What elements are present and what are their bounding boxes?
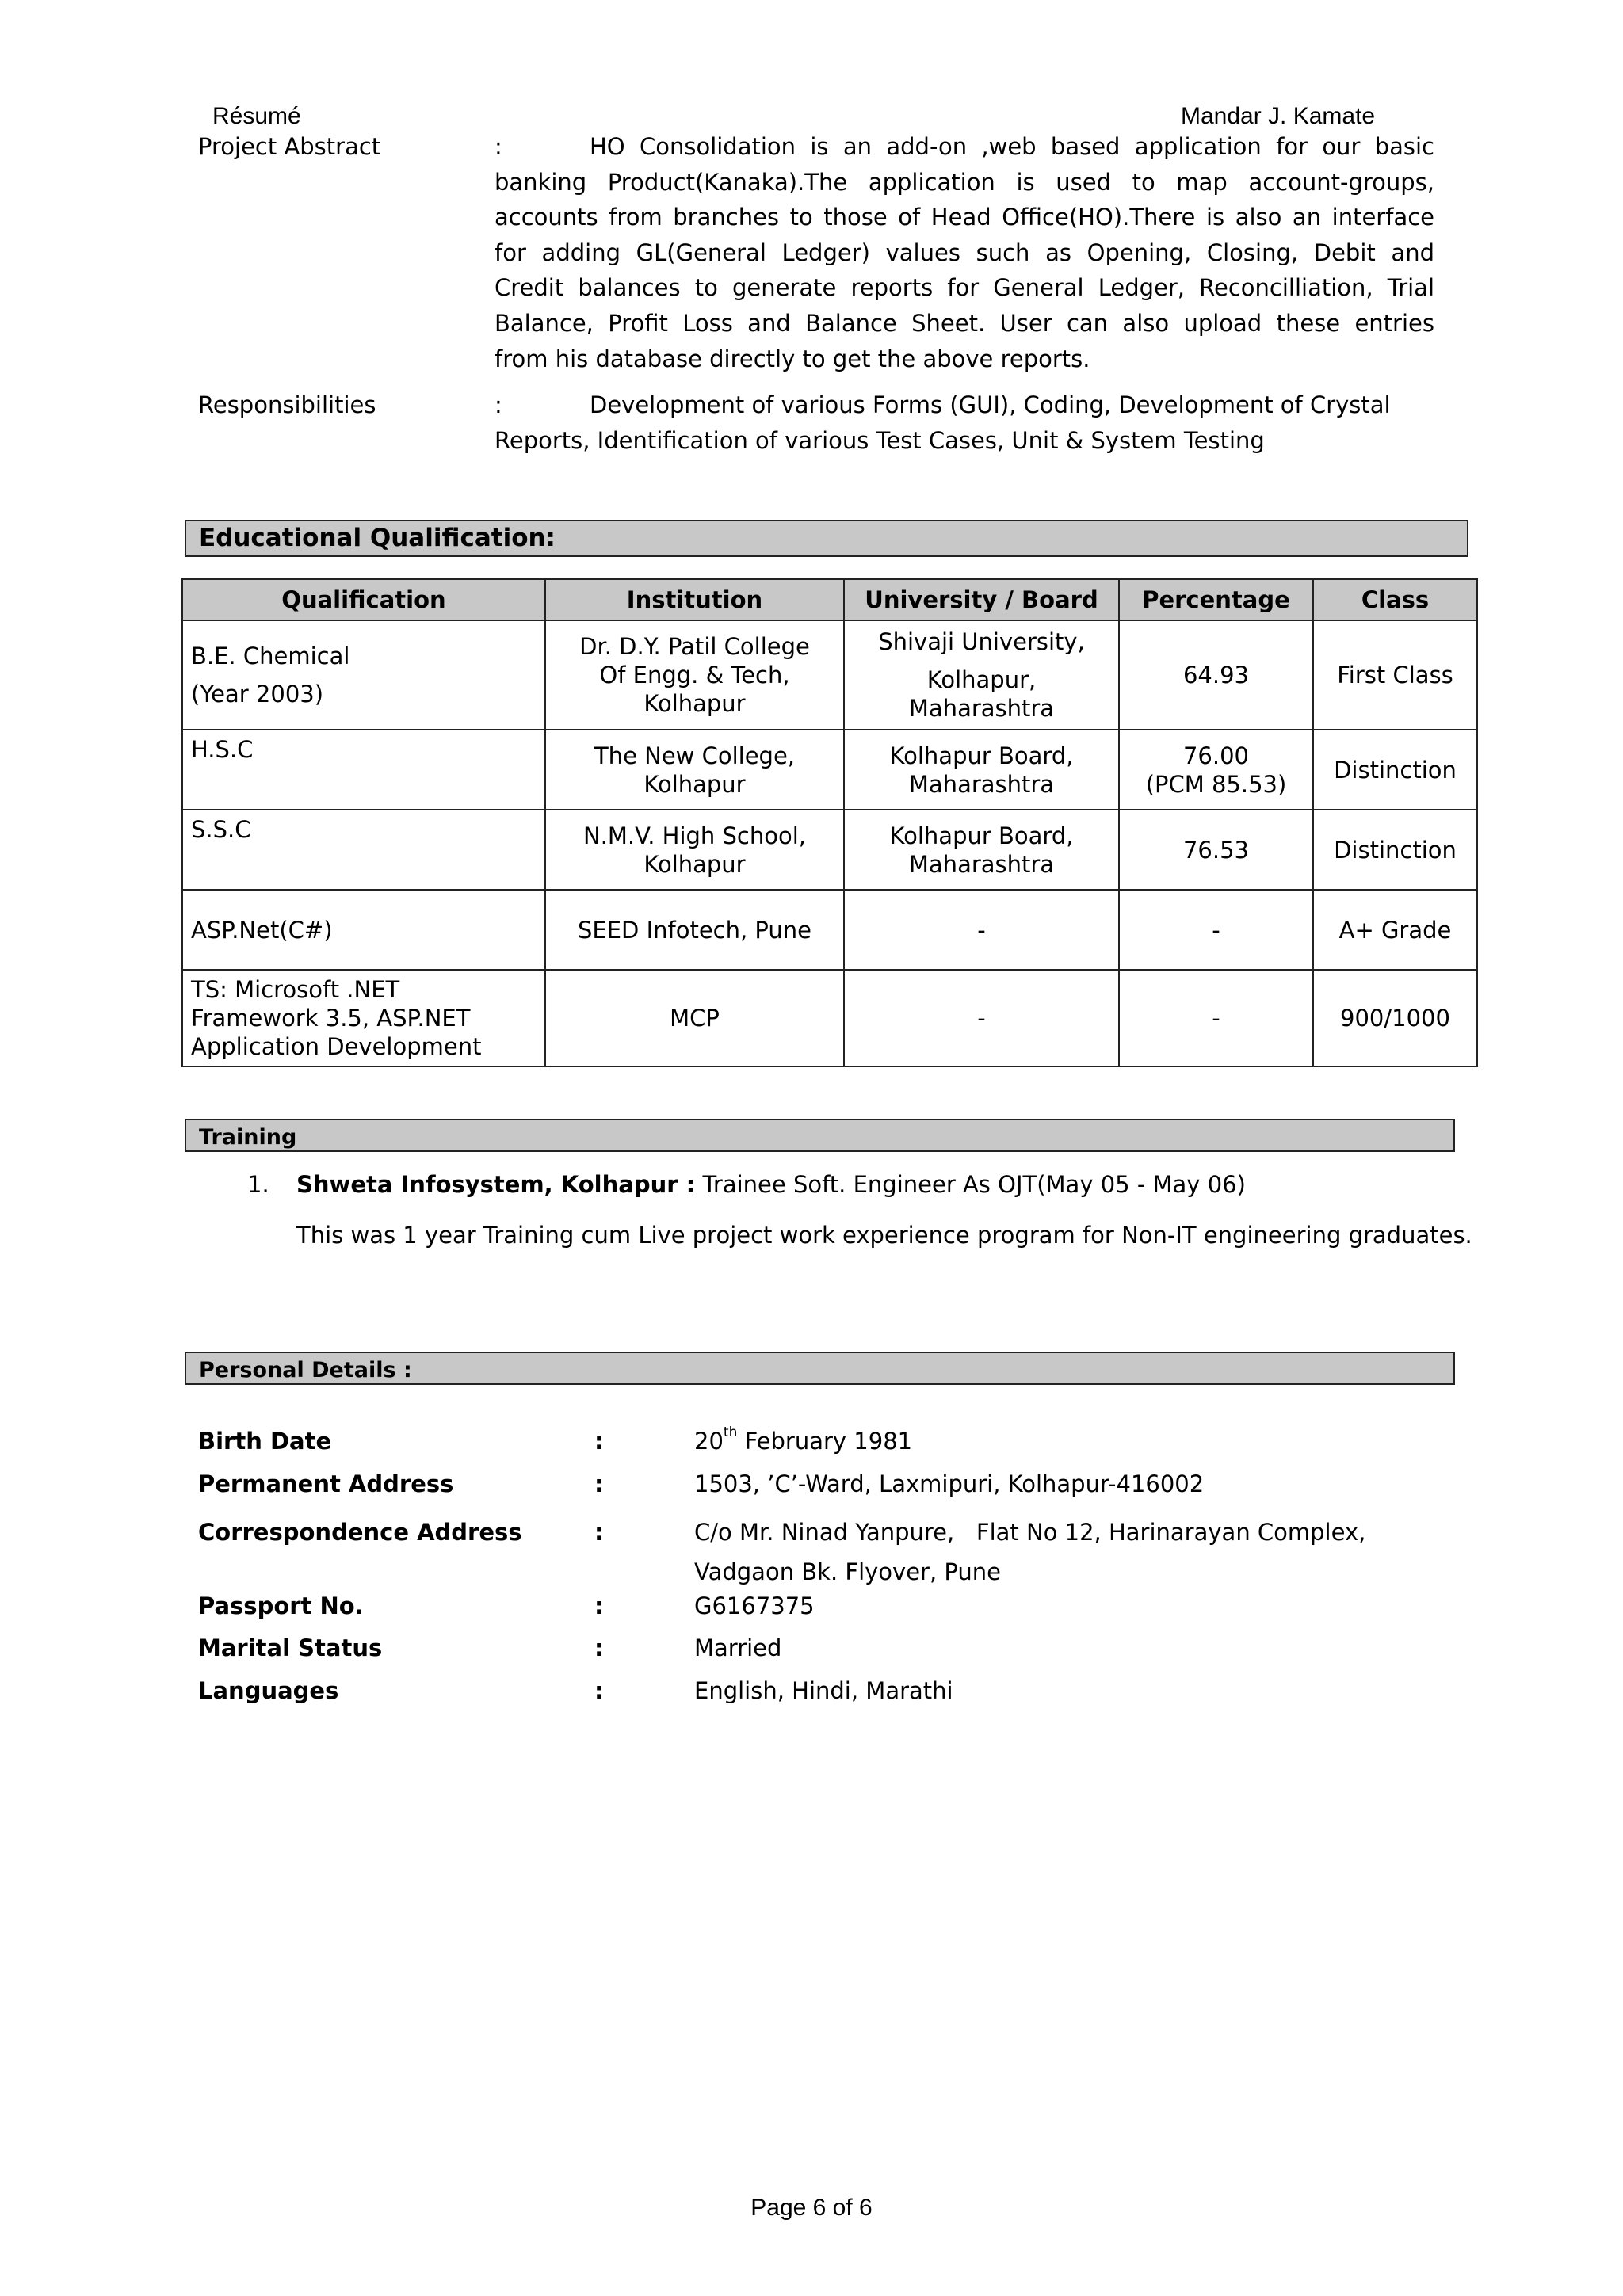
cell-qualification [182,890,545,970]
marital-status-colon: : [594,1634,604,1661]
cell-percentage [1119,810,1313,890]
training-item-heading [296,1171,1246,1198]
responsibilities-text [495,387,1445,458]
table-row [182,890,1477,970]
birth-rest: February 1981 [737,1428,913,1455]
cell-line: The New College, [594,742,796,769]
cell-institution [545,730,844,810]
birth-date-label: Birth Date [198,1428,332,1455]
cell-institution [545,890,844,970]
passport-colon: : [594,1592,604,1619]
correspondence-address-label: Correspondence Address [198,1519,522,1546]
header-left-title: Résumé [212,103,301,129]
training-section-bar [185,1119,1455,1152]
cell-line: 64.93 [1182,662,1250,688]
abstract-line: banking Product(Kanaka).The application is used to map account-groups, [495,168,1434,196]
cell-line: Kolhapur [643,850,746,878]
languages-colon: : [594,1677,604,1704]
training-section-title: Training [199,1125,297,1150]
training-role: Trainee Soft. Engineer As OJT(May 05 - May 06) [695,1171,1246,1198]
cell-university [844,890,1119,970]
cell-university [844,620,1119,730]
abstract-line: Balance, Profit Loss and Balance Sheet. User can also upload these entries [495,309,1434,337]
correspondence-address-line1: C/o Mr. Ninad Yanpure, Flat No 12, Harinarayan Complex, [694,1519,1366,1546]
cell-qualification [182,810,545,890]
cell-line: - [977,916,986,944]
cell-class: 900/1000 [1313,970,1477,1066]
education-table [181,578,1478,1067]
header-institution: Institution [545,579,844,620]
birth-day: 20 [694,1428,724,1455]
cell-percentage [1119,620,1313,730]
cell-line: 76.53 [1182,836,1250,864]
correspondence-address-line2: Vadgaon Bk. Flyover, Pune [694,1558,1001,1585]
project-abstract-label: Project Abstract [198,133,381,160]
cell-line: Maharashtra [908,770,1055,798]
cell-line: Kolhapur [643,690,746,717]
cell-class: A+ Grade [1313,890,1477,970]
training-description: This was 1 year Training cum Live project work experience program for Non-IT engineering graduates. [296,1222,1472,1249]
cell-line: H.S.C [191,736,254,763]
abstract-line: HO Consolidation is an add-on ,web based application for our basic [590,133,1434,160]
cell-line: 76.00 [1182,742,1250,769]
project-abstract-text [495,129,1434,376]
cell-institution [545,970,844,1066]
abstract-line: Credit balances to generate reports for General Ledger, Reconcilliation, Trial [495,274,1434,302]
cell-class: Distinction [1313,810,1477,890]
cell-institution [545,810,844,890]
training-item-number: 1. [247,1171,269,1198]
header-qualification: Qualification [182,579,545,620]
cell-line: - [977,1005,986,1032]
responsibilities-colon: : [495,391,502,418]
cell-line: MCP [670,1005,720,1032]
birth-date-value [694,1425,913,1455]
cell-class: Distinction [1313,730,1477,810]
cell-line: Application Development [191,1033,482,1060]
cell-line: N.M.V. High School, [582,822,807,849]
cell-line: SEED Infotech, Pune [577,916,812,944]
cell-class: First Class [1313,620,1477,730]
page-number: Page 6 of 6 [750,2195,873,2221]
table-row [182,730,1477,810]
marital-status-label: Marital Status [198,1634,383,1661]
cell-institution [545,620,844,730]
header-class: Class [1313,579,1477,620]
cell-line: Shivaji University, [878,628,1085,655]
cell-line: Maharashtra [908,695,1055,722]
table-row [182,620,1477,730]
cell-line: Of Engg. & Tech, [599,662,790,688]
table-row [182,810,1477,890]
cell-percentage [1119,890,1313,970]
cell-percentage [1119,730,1313,810]
cell-percentage [1119,970,1313,1066]
personal-section-title: Personal Details : [199,1358,412,1383]
cell-line: Maharashtra [908,850,1055,878]
cell-line: Kolhapur Board, [889,742,1074,769]
cell-line: Kolhapur [643,770,746,798]
responsibilities-label: Responsibilities [198,391,376,418]
cell-university [844,810,1119,890]
birth-date-colon: : [594,1428,604,1455]
languages-label: Languages [198,1677,339,1704]
cell-qualification [182,620,545,730]
cell-line: Framework 3.5, ASP.NET [191,1005,471,1032]
cell-university [844,970,1119,1066]
abstract-line: accounts from branches to those of Head Office(HO).There is also an interface [495,204,1434,231]
birth-suffix: th [723,1425,738,1440]
header-candidate-name: Mandar J. Kamate [1181,103,1376,129]
table-header-row [182,579,1477,620]
header-university: University / Board [844,579,1119,620]
languages-value: English, Hindi, Marathi [694,1677,953,1704]
permanent-address-value: 1503, ’C’-Ward, Laxmipuri, Kolhapur-416002 [694,1470,1205,1497]
permanent-address-colon: : [594,1470,604,1497]
cell-line: B.E. Chemical [191,643,350,669]
table-row [182,970,1477,1066]
cell-line: - [1212,1005,1220,1032]
header-percentage: Percentage [1119,579,1313,620]
responsibilities-line: Reports, Identification of various Test Cases, Unit & System Testing [495,426,1265,454]
cell-line: Kolhapur, [926,666,1037,693]
cell-qualification [182,730,545,810]
passport-label: Passport No. [198,1592,364,1619]
cell-line: (Year 2003) [191,681,324,707]
training-company: Shweta Infosystem, Kolhapur : [296,1171,696,1198]
cell-line: TS: Microsoft .NET [191,976,400,1003]
cell-university [844,730,1119,810]
cell-line: - [1212,916,1220,944]
cell-line: Kolhapur Board, [889,822,1074,849]
cell-line: (PCM 85.53) [1145,770,1287,798]
personal-section-bar [185,1352,1455,1385]
education-section-title: Educational Qualification: [199,524,556,552]
passport-value: G6167375 [694,1592,815,1619]
project-abstract-colon: : [495,133,502,160]
cell-line: ASP.Net(C#) [191,916,333,944]
permanent-address-label: Permanent Address [198,1470,454,1497]
cell-qualification [182,970,545,1066]
abstract-line: from his database directly to get the above reports. [495,345,1090,372]
marital-status-value: Married [694,1634,782,1661]
abstract-line: for adding GL(General Ledger) values such as Opening, Closing, Debit and [495,238,1434,266]
cell-line: Dr. D.Y. Patil College [579,633,810,660]
correspondence-address-colon: : [594,1519,604,1546]
responsibilities-line: Development of various Forms (GUI), Coding, Development of Crystal [590,391,1391,418]
education-section-bar [185,520,1468,557]
cell-line: S.S.C [191,816,251,843]
